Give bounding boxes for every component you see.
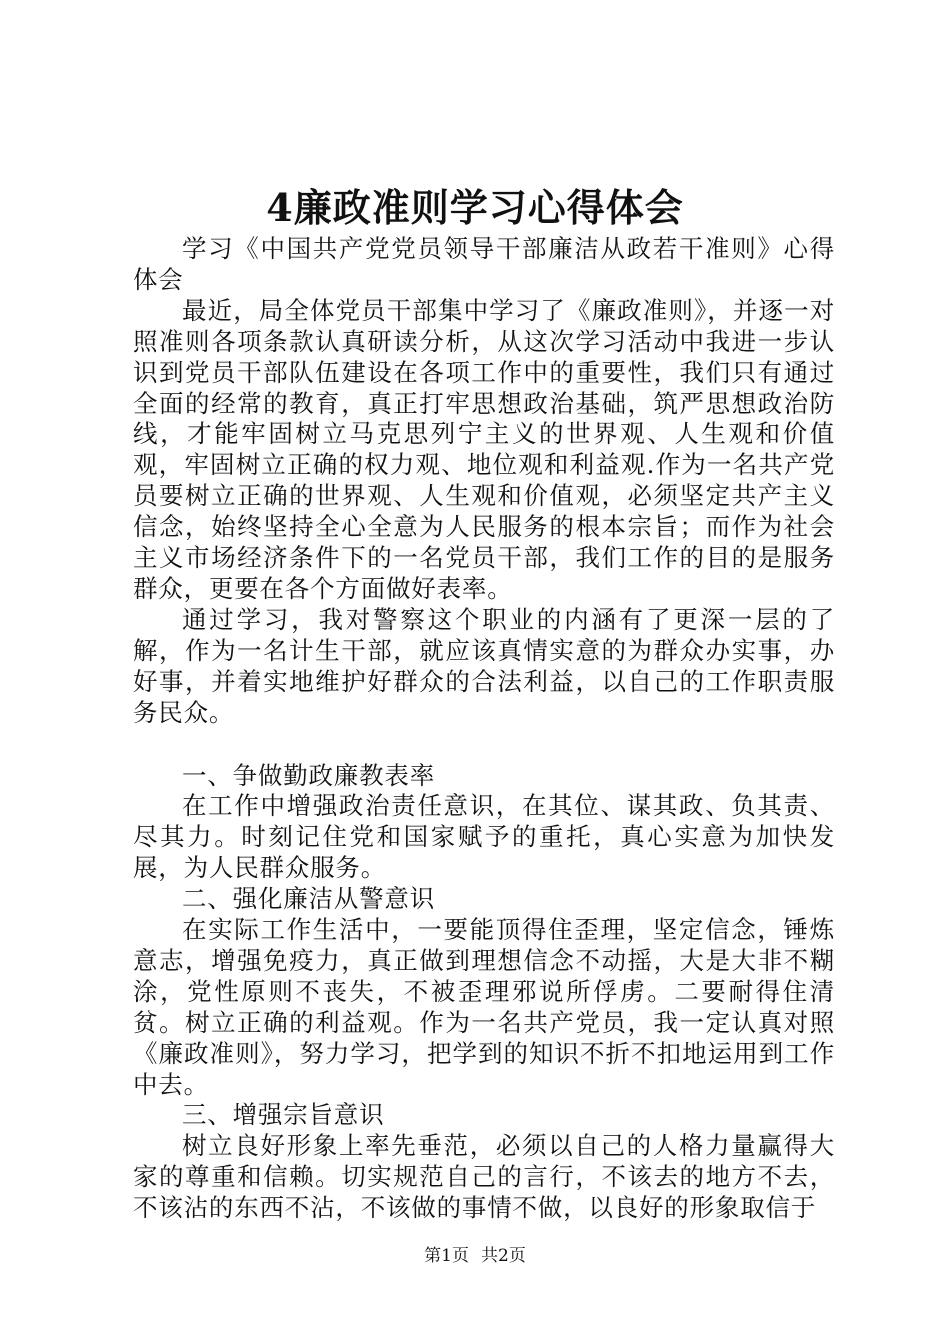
body-paragraph: 树立良好形象上率先垂范，必须以自己的人格力量赢得大家的尊重和信赖。切实规范自己的言行，不该去的地方不去，不该沾的东西不沾，不该做的事情不做，以良好的形象取信于 [133,1131,835,1223]
body-paragraph: 在实际工作生活中，一要能顶得住歪理，坚定信念，锤炼意志，增强免疫力，真正做到理想信念不动摇，大是大非不糊涂，党性原则不丧失，不被歪理邪说所俘虏。二要耐得住清贫。树立正确的利益观。作为一名共产党员，我一定认真对照《廉政准则》，努力学习，把学到的知识不折不扣地运用到工作中去。 [133,915,835,1099]
page-number: 第1页 [424,1246,469,1266]
body-paragraph: 通过学习，我对警察这个职业的内涵有了更深一层的了解，作为一名计生干部，就应该真情实意的为群众办实事，办好事，并着实地维护好群众的合法利益，以自己的工作职责服务民众。 [133,604,835,727]
body-paragraph: 在工作中增强政治责任意识，在其位、谋其政、负其责、尽其力。时刻记住党和国家赋予的重托，真心实意为加快发展，为人民群众服务。 [133,791,835,883]
page-footer [0,1244,950,1268]
body-paragraph: 最近，局全体党员干部集中学习了《廉政准则》，并逐一对照准则各项条款认真研读分析，从这次学习活动中我进一步认识到党员干部队伍建设在各项工作中的重要性，我们只有通过全面的经常的教育，真正打牢思想政治基础，筑严思想政治防线，才能牢固树立马克思列宁主义的世界观、人生观和价值观，牢固树立正确的权力观、地位观和利益观.作为一名共产党员要树立正确的世界观、人生观和价值观，必须坚定共产主义信念，始终坚持全心全意为人民服务的根本宗旨；而作为社会主义市场经济条件下的一名党员干部，我们工作的目的是服务群众，更要在各个方面做好表率。 [133,295,835,603]
page-total: 共2页 [481,1246,526,1266]
section-heading: 一、争做勤政廉教表率 [182,760,435,790]
document-body [133,234,835,1224]
section-heading: 三、增强宗旨意识 [182,1100,385,1130]
section-heading: 二、强化廉洁从警意识 [182,884,435,914]
subtitle-paragraph: 学习《中国共产党党员领导干部廉洁从政若干准则》心得体会 [133,234,835,294]
document-title: 4廉政准则学习心得体会 [266,185,684,230]
